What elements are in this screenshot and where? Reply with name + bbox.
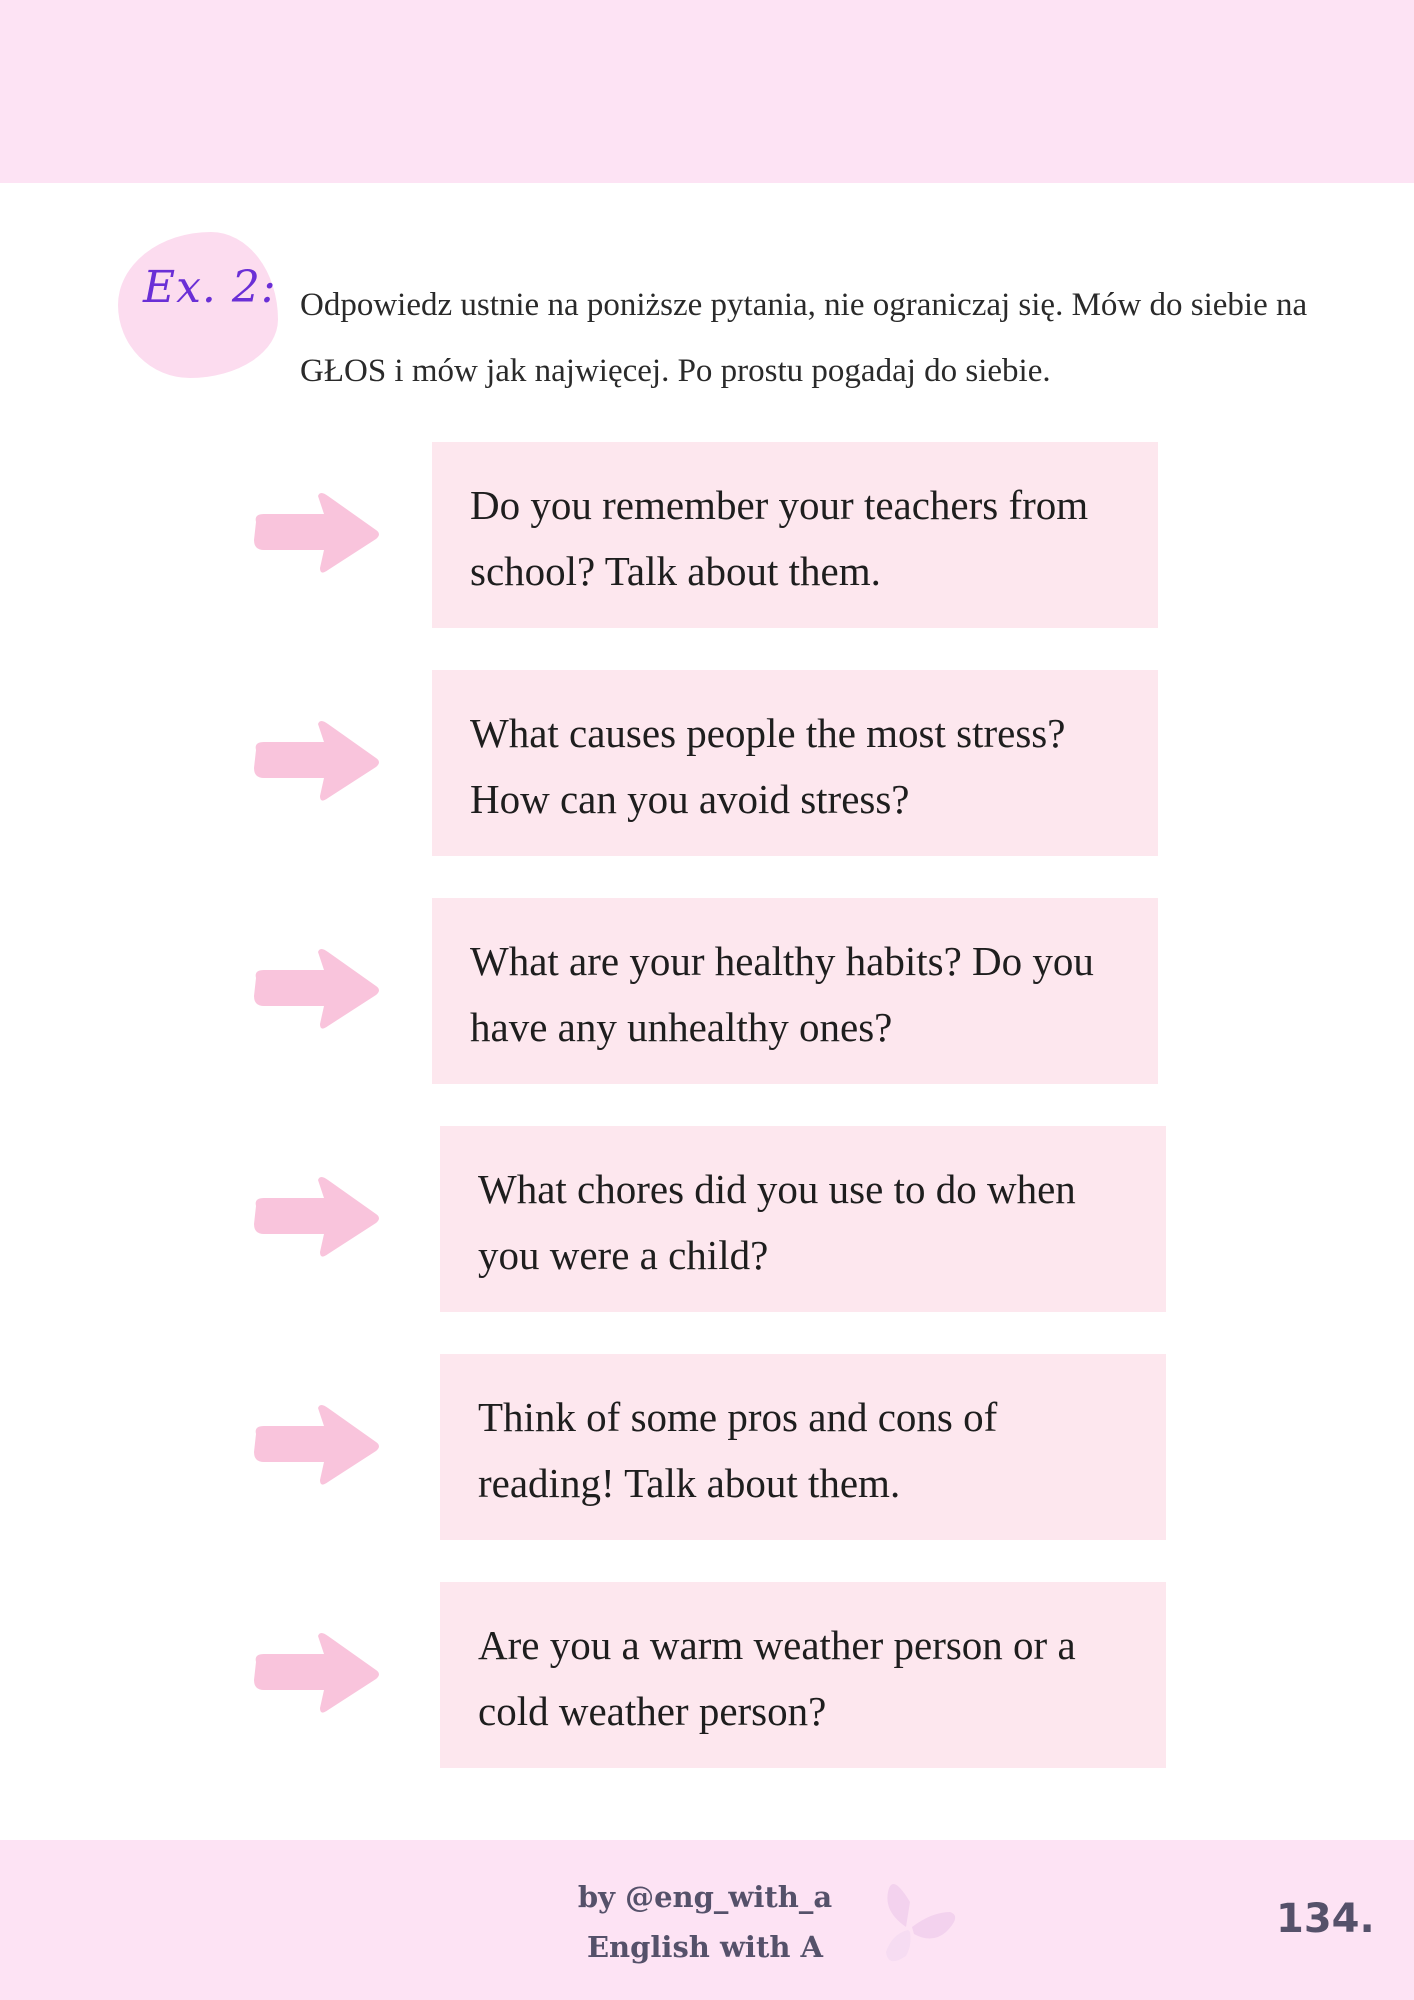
butterfly-icon — [862, 1872, 962, 1972]
question-item — [0, 1126, 1414, 1312]
question-text: Are you a warm weather person or a cold weather person? — [478, 1622, 1076, 1734]
question-item — [0, 670, 1414, 856]
question-box — [440, 1354, 1166, 1540]
question-item — [0, 1582, 1414, 1768]
exercise-label: Ex. 2: — [143, 262, 277, 313]
arrow-right-icon — [248, 720, 388, 802]
footer-brand: English with A — [586, 1930, 824, 1964]
question-text: Think of some pros and cons of reading! Talk about them. — [478, 1394, 998, 1506]
question-box — [440, 1126, 1166, 1312]
arrow-right-icon — [248, 948, 388, 1030]
question-item — [0, 1354, 1414, 1540]
question-box — [432, 898, 1158, 1084]
arrow-right-icon — [248, 1632, 388, 1714]
footer-by-line: by @eng_with_a — [577, 1880, 833, 1914]
question-box — [440, 1582, 1166, 1768]
question-box — [432, 442, 1158, 628]
question-text: What chores did you use to do when you were a child? — [478, 1166, 1076, 1278]
arrow-right-icon — [248, 1404, 388, 1486]
page-number: 134. — [1276, 1896, 1375, 1942]
exercise-instructions: Odpowiedz ustnie na poniższe pytania, nie ograniczaj się. Mów do siebie na GŁOS i mów jak najwięcej. Po prostu pogadaj do siebie. — [300, 287, 1308, 389]
question-text: What causes people the most stress? How can you avoid stress? — [470, 710, 1066, 822]
question-box — [432, 670, 1158, 856]
question-text: Do you remember your teachers from school? Talk about them. — [470, 482, 1089, 594]
arrow-right-icon — [248, 492, 388, 574]
question-item — [0, 898, 1414, 1084]
question-item — [0, 442, 1414, 628]
arrow-right-icon — [248, 1176, 388, 1258]
footer-credits — [560, 1872, 850, 1972]
question-text: What are your healthy habits? Do you have any unhealthy ones? — [470, 938, 1094, 1050]
